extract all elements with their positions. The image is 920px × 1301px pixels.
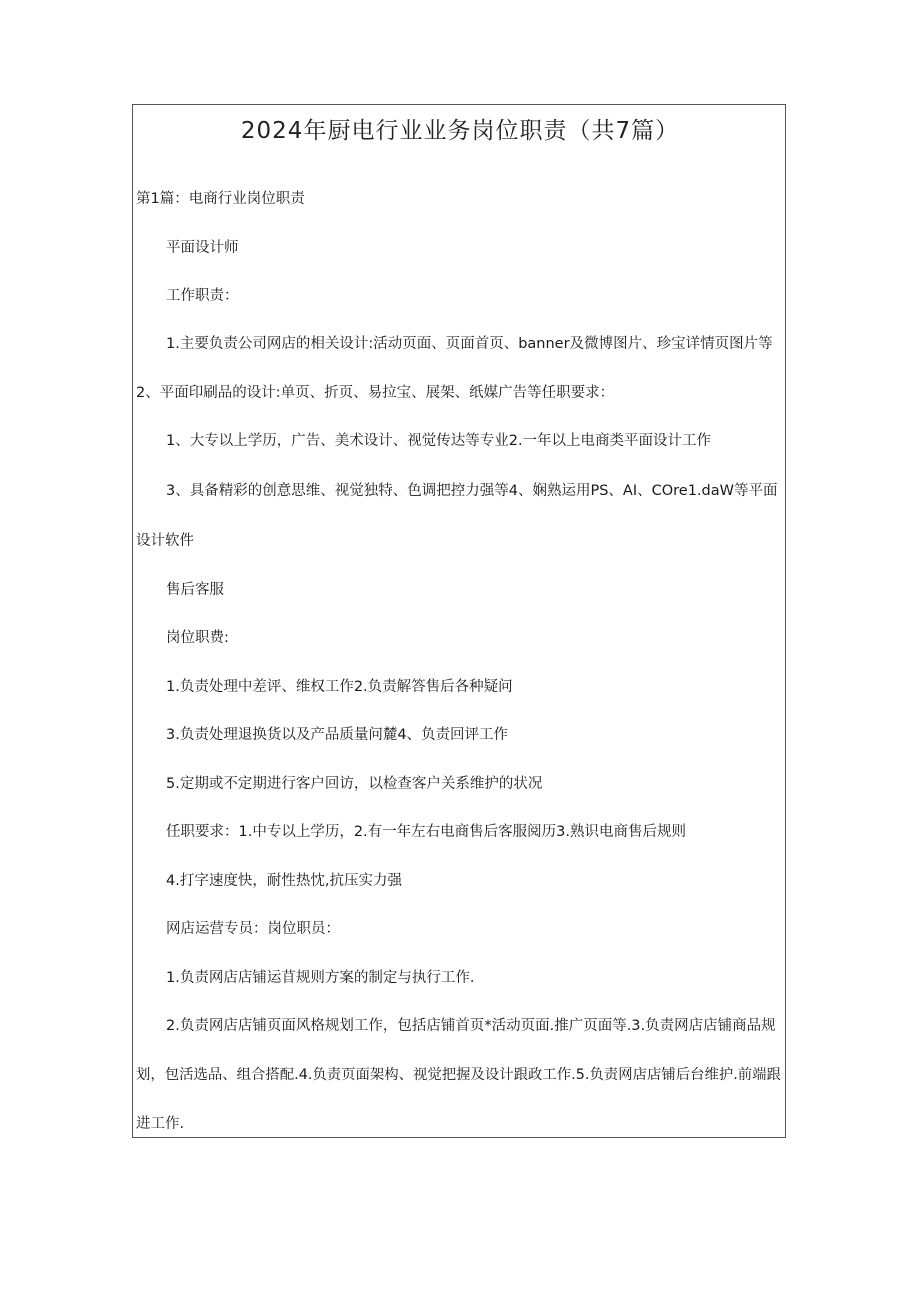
- paragraph-line: 5.定期或不定期进行客户回访，以检查客户关系维护的状况: [166, 776, 543, 792]
- section-heading: 第1篇：电商行业岗位职责: [136, 191, 305, 207]
- paragraph-line: 1.负责处理中差评、维权工作2.负责解答售后各种疑问: [166, 679, 513, 695]
- paragraph-line: 3.负责处理退换货以及产品质量问麓4、负责回评工作: [166, 727, 509, 743]
- paragraph-line: 1.主要负责公司网店的相关设计:活动页面、页面首页、banner及微博图片、珍宝详情页图片等: [166, 336, 773, 352]
- paragraph-line: 3、具备精彩的创意思维、视觉独特、色调把控力强等4、娴熟运用PS、AI、COre1.daW等平面: [166, 483, 778, 499]
- duties-label: 工作职责：: [166, 288, 239, 304]
- role-title-operations: 网店运营专员：岗位职员：: [166, 921, 340, 937]
- role-title-designer: 平面设计师: [166, 240, 239, 256]
- role-title-after-sales: 售后客服: [166, 582, 224, 598]
- duties-label: 岗位职费:: [166, 630, 229, 646]
- paragraph-line: 任职要求：1.中专以上学历，2.有一年左右电商售后客服阅历3.熟识电商售后规则: [166, 824, 687, 840]
- paragraph-line: 设计软件: [136, 533, 194, 549]
- paragraph-line: 4.打字速度快，耐性热忱,抗压实力强: [166, 873, 402, 889]
- paragraph-line: 2.负责网店店铺页面风格规划工作，包括店铺首页*活动页面.推广页面等.3.负责网店店铺商品规: [166, 1018, 776, 1034]
- paragraph-line: 划，包活选品、组合搭配.4.负责页面架构、视觉把握及设计跟政工作.5.负责网店店铺后台维护.前端跟: [136, 1067, 781, 1083]
- paragraph-line: 进工作.: [136, 1116, 185, 1132]
- document-title: 2024年厨电行业业务岗位职责（共7篇）: [240, 118, 680, 144]
- paragraph-line: 1、大专以上学历，广告、美术设计、视觉传达等专业2.一年以上电商类平面设计工作: [166, 433, 712, 449]
- paragraph-line: 2、平面印刷品的设计:单页、折页、易拉宝、展架、纸媒广告等任职要求：: [136, 385, 615, 401]
- paragraph-line: 1.负责网店店铺运苜规则方案的制定与执行工作.: [166, 970, 475, 986]
